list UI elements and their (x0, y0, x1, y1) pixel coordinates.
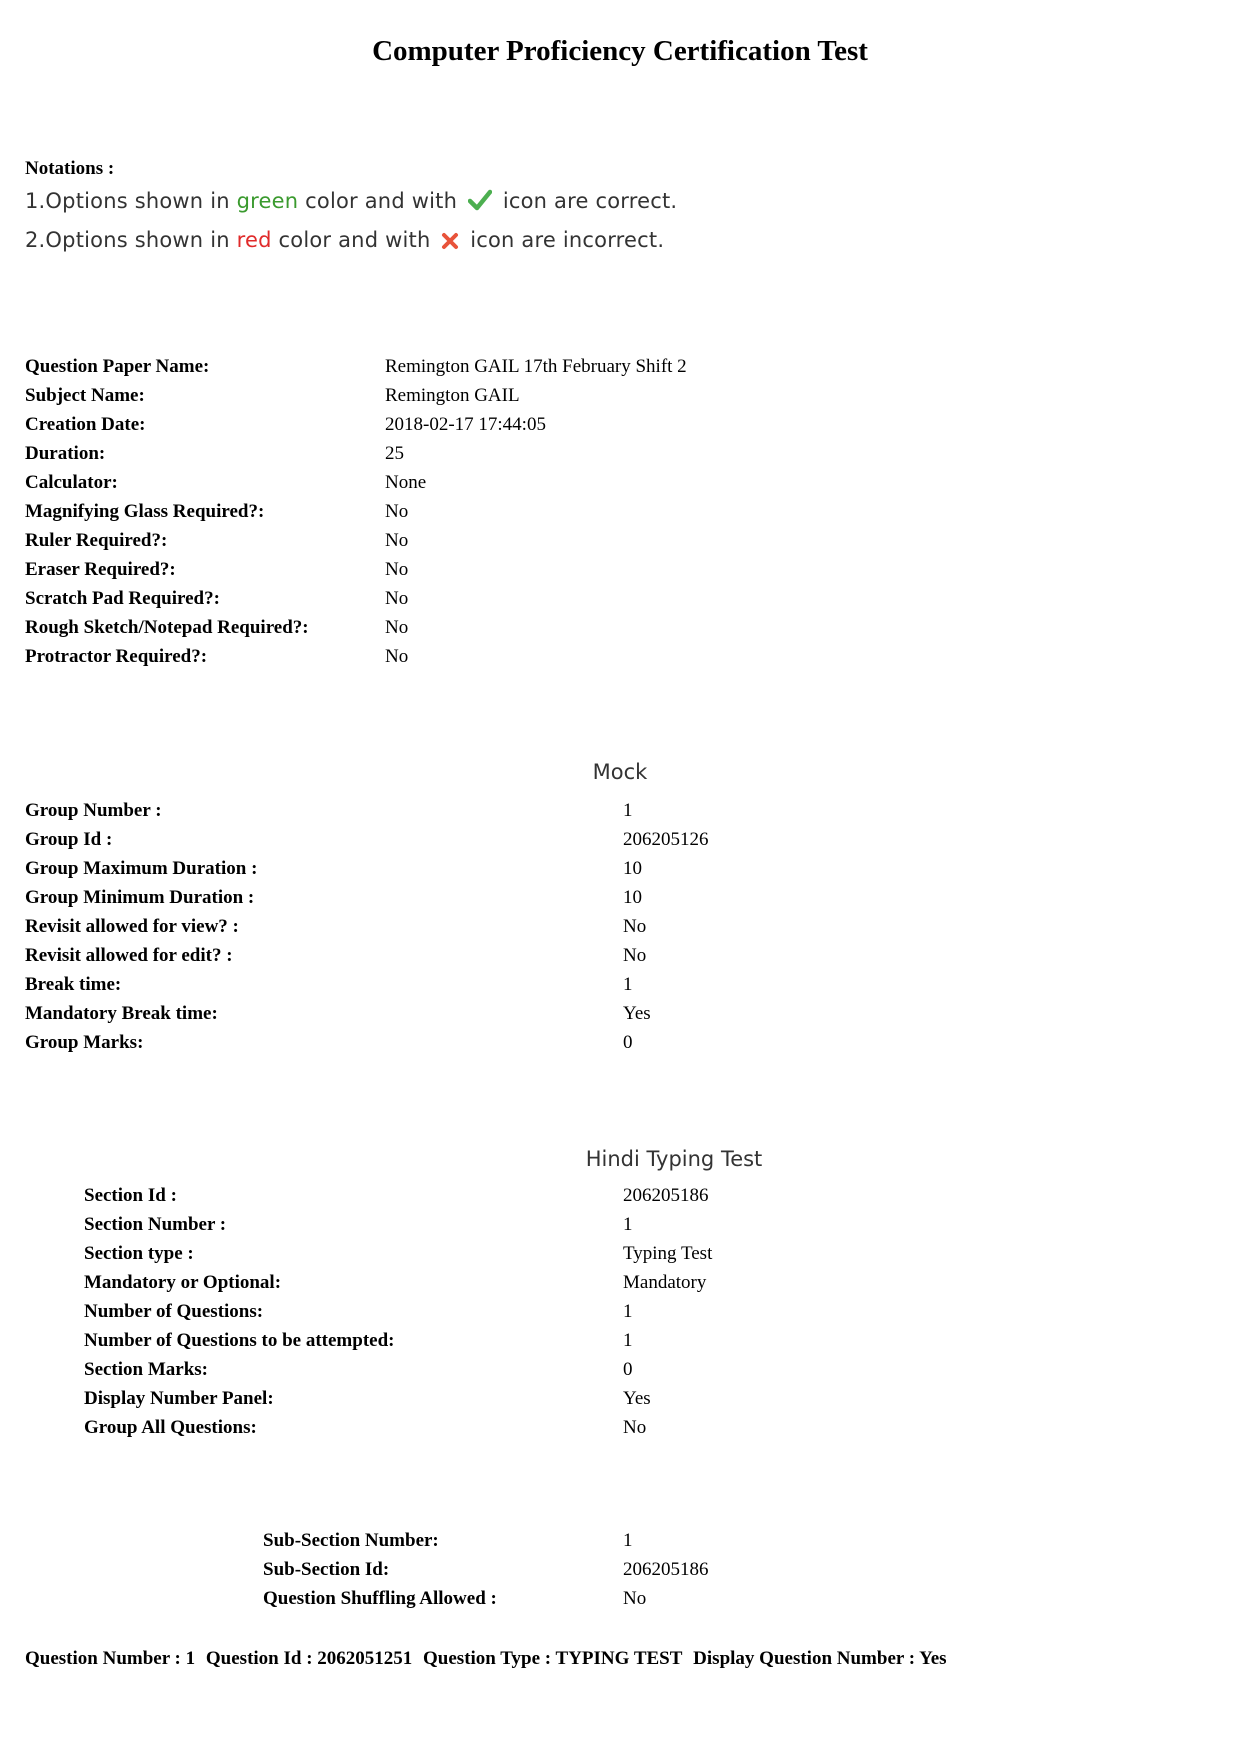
info-row (84, 1297, 1214, 1326)
info-label: Duration: (25, 443, 106, 464)
info-row (25, 912, 1215, 941)
info-value: 25 (385, 443, 404, 464)
notation-text: 1.Options shown in (25, 189, 237, 213)
info-label: Section Id : (84, 1185, 177, 1206)
question-type: Question Type : TYPING TEST (423, 1648, 683, 1669)
info-value: 10 (623, 858, 642, 879)
info-value: No (385, 559, 409, 580)
info-value: Remington GAIL 17th February Shift 2 (385, 356, 687, 377)
info-row (84, 1210, 1214, 1239)
info-value: No (385, 646, 409, 667)
info-row (84, 1268, 1214, 1297)
info-label: Group All Questions: (84, 1417, 257, 1438)
info-value: 0 (623, 1359, 633, 1380)
info-label: Revisit allowed for edit? : (25, 945, 233, 966)
info-label: Break time: (25, 974, 122, 995)
info-value: 1 (623, 1214, 633, 1235)
question-number: Question Number : 1 (25, 1648, 196, 1669)
cross-icon (441, 231, 459, 255)
info-value: No (385, 530, 409, 551)
notation-color-word: red (236, 228, 272, 252)
info-row (25, 410, 1215, 439)
info-row (25, 352, 1215, 381)
notation-text: color and with (271, 228, 438, 252)
info-label: Group Id : (25, 829, 113, 850)
notation-incorrect (25, 228, 664, 255)
info-value: No (623, 945, 647, 966)
info-label: Section Marks: (84, 1359, 209, 1380)
info-label: Group Minimum Duration : (25, 887, 255, 908)
question-header (25, 1648, 953, 1670)
info-row (25, 1028, 1215, 1057)
info-label: Sub-Section Id: (263, 1559, 390, 1580)
info-value: Mandatory (623, 1272, 707, 1293)
info-row (25, 854, 1215, 883)
notation-text: icon are incorrect. (463, 228, 665, 252)
paper-info-table (25, 352, 1215, 671)
info-row (25, 439, 1215, 468)
info-row (25, 999, 1215, 1028)
info-label: Creation Date: (25, 414, 146, 435)
info-row (25, 584, 1215, 613)
section-heading: Hindi Typing Test (585, 1147, 763, 1171)
info-row (25, 381, 1215, 410)
notation-text: icon are correct. (495, 189, 678, 213)
info-row (25, 883, 1215, 912)
section-info-table (84, 1181, 1214, 1442)
info-label: Group Number : (25, 800, 162, 821)
info-value: Yes (623, 1003, 651, 1024)
group-info-table (25, 796, 1215, 1057)
info-label: Question Shuffling Allowed : (263, 1588, 497, 1609)
info-row (84, 1181, 1214, 1210)
info-value: 1 (623, 800, 633, 821)
info-value: 1 (623, 1301, 633, 1322)
info-row (25, 796, 1215, 825)
info-value: 10 (623, 887, 642, 908)
info-label: Ruler Required?: (25, 530, 168, 551)
info-label: Section type : (84, 1243, 194, 1264)
info-row (25, 642, 1215, 671)
notation-text: 2.Options shown in (25, 228, 237, 252)
info-label: Question Paper Name: (25, 356, 210, 377)
info-value: No (623, 1588, 647, 1609)
notations-label: Notations : (25, 158, 115, 179)
info-row (84, 1384, 1214, 1413)
page-title: Computer Proficiency Certification Test (372, 35, 868, 67)
display-question-number: Display Question Number : Yes (693, 1648, 947, 1669)
info-value: No (385, 501, 409, 522)
info-label: Eraser Required?: (25, 559, 176, 580)
info-value: Yes (623, 1388, 651, 1409)
info-label: Subject Name: (25, 385, 145, 406)
info-row (25, 613, 1215, 642)
info-label: Number of Questions to be attempted: (84, 1330, 395, 1351)
info-row (263, 1584, 1213, 1613)
info-label: Number of Questions: (84, 1301, 264, 1322)
info-label: Protractor Required?: (25, 646, 208, 667)
info-row (25, 941, 1215, 970)
info-row (25, 970, 1215, 999)
info-row (263, 1555, 1213, 1584)
info-label: Group Maximum Duration : (25, 858, 258, 879)
info-value: None (385, 472, 427, 493)
info-value: 206205186 (623, 1559, 709, 1580)
info-value: 1 (623, 1530, 633, 1551)
info-row (25, 555, 1215, 584)
info-row (84, 1326, 1214, 1355)
info-label: Section Number : (84, 1214, 227, 1235)
info-value: 0 (623, 1032, 633, 1053)
question-id: Question Id : 2062051251 (205, 1648, 413, 1669)
info-value: 206205126 (623, 829, 709, 850)
info-label: Rough Sketch/Notepad Required?: (25, 617, 309, 638)
info-label: Sub-Section Number: (263, 1530, 439, 1551)
check-icon (468, 189, 492, 216)
info-value: Remington GAIL (385, 385, 520, 406)
info-label: Revisit allowed for view? : (25, 916, 239, 937)
info-row (25, 825, 1215, 854)
info-row (25, 526, 1215, 555)
info-value: 1 (623, 974, 633, 995)
info-label: Magnifying Glass Required?: (25, 501, 265, 522)
info-label: Display Number Panel: (84, 1388, 274, 1409)
subsection-info-table (263, 1526, 1213, 1613)
info-row (84, 1239, 1214, 1268)
info-value: No (623, 916, 647, 937)
info-label: Group Marks: (25, 1032, 144, 1053)
info-row (25, 497, 1215, 526)
info-value: 206205186 (623, 1185, 709, 1206)
notation-correct (25, 189, 677, 216)
info-value: 1 (623, 1330, 633, 1351)
info-value: No (385, 617, 409, 638)
info-value: Typing Test (623, 1243, 713, 1264)
info-label: Mandatory Break time: (25, 1003, 218, 1024)
notation-text: color and with (298, 189, 464, 213)
notation-color-word: green (236, 189, 299, 213)
info-label: Calculator: (25, 472, 118, 493)
info-row (25, 468, 1215, 497)
info-label: Scratch Pad Required?: (25, 588, 220, 609)
info-row (263, 1526, 1213, 1555)
group-heading: Mock (592, 760, 648, 784)
info-row (84, 1413, 1214, 1442)
info-row (84, 1355, 1214, 1384)
info-value: 2018-02-17 17:44:05 (385, 414, 546, 435)
info-label: Mandatory or Optional: (84, 1272, 282, 1293)
info-value: No (623, 1417, 647, 1438)
info-value: No (385, 588, 409, 609)
